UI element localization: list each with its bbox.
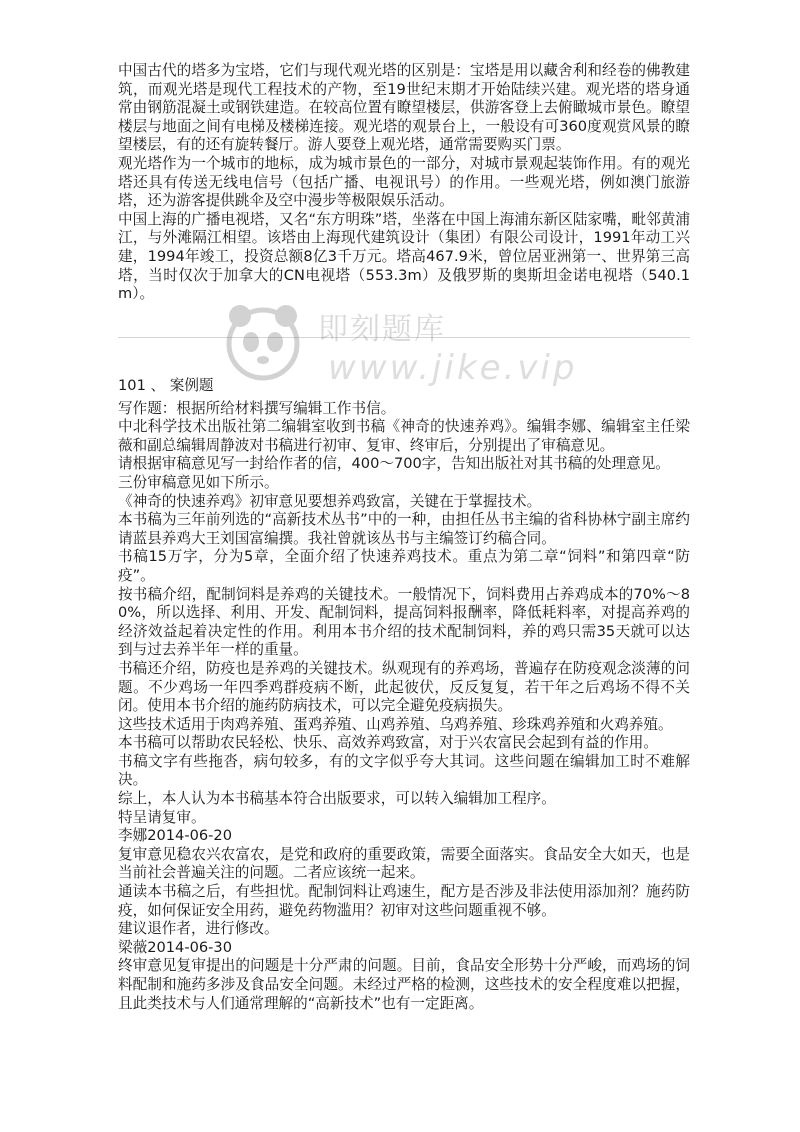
question-heading: 101 、 案例题 xyxy=(118,377,214,394)
paragraph: 这些技术适用于肉鸡养殖、蛋鸡养殖、山鸡养殖、乌鸡养殖、珍珠鸡养殖和火鸡养殖。 xyxy=(118,715,673,733)
paragraph: 综上，本人认为本书稿基本符合出版要求，可以转入编辑加工程序。 xyxy=(118,790,556,808)
paragraph: 书稿文字有些拖沓，病句较多，有的文字似乎夸大其词。这些问题在编辑加工时不难解决。 xyxy=(118,752,690,789)
paragraph: 本书稿可以帮助农民轻松、快乐、高效养鸡致富，对于兴农富民会起到有益的作用。 xyxy=(118,734,658,752)
paragraph: 中北科学技术出版社第二编辑室收到书稿《神奇的快速养鸡》。编辑李娜、编辑室主任梁薇和副总编辑周静波对书稿进行初审、复审、终审后，分别提出了审稿意见。 xyxy=(118,418,690,454)
signature-date: 梁薇2014-06-30 xyxy=(118,938,232,956)
paragraph: 按书稿介绍，配制饲料是养鸡的关键技术。一般情况下，饲料费用占养鸡成本的70%～80%，所以选择、利用、开发、配制饲料，提高饲料报酬率，降低耗料率，对提高养鸡的经济效益起着决定性的作用。利用本书介绍的技术配制饲料，养的鸡只需35天就可以达到与过去养半年一样的重量。 xyxy=(118,585,690,659)
section-divider xyxy=(118,337,690,338)
paragraph: 终审意见复审提出的问题是十分严肃的问题。目前，食品安全形势十分严峻，而鸡场的饲料配制和施药多涉及食品安全问题。未经过严格的检测，这些技术的安全程度难以把握，且此类技术与人们通常理解的“高新技术”也有一定距离。 xyxy=(118,957,690,1012)
watermark-url: www.jike.vip xyxy=(328,348,578,388)
paragraph: 《神奇的快速养鸡》初审意见要想养鸡致富，关键在于掌握技术。 xyxy=(118,492,542,510)
paragraph: 通读本书稿之后，有些担忧。配制饲料让鸡速生，配方是否涉及非法使用添加剂？施药防疫，如何保证安全用药，避免药物滥用？初审对这些问题重视不够。 xyxy=(118,883,690,919)
document-section-1 xyxy=(118,62,690,304)
document-section-2 xyxy=(118,377,690,1013)
paragraph: 请根据审稿意见写一封给作者的信，400～700字，告知出版社对其书稿的处理意见。 xyxy=(118,455,670,473)
paragraph: 书稿还介绍，防疫也是养鸡的关键技术。纵观现有的养鸡场，普遍存在防疫观念淡薄的问题。不少鸡场一年四季鸡群疫病不断，此起彼伏，反反复复，若干年之后鸡场不得不关闭。使用本书介绍的施药防病技术，可以完全避免疫病损失。 xyxy=(118,659,690,715)
paragraph: 建议退作者，进行修改。 xyxy=(118,920,279,938)
signature-date: 李娜2014-06-20 xyxy=(118,827,232,845)
paragraph: 中国上海的广播电视塔，又名“东方明珠”塔，坐落在中国上海浦东新区陆家嘴，毗邻黄浦江，与外滩隔江相望。该塔由上海现代建筑设计（集团）有限公司设计，1991年动工兴建，1994年竣工，投资总额8亿3千万元。塔高467.9米，曾位居亚洲第一、世界第三高塔，当时仅次于加拿大的CN电视塔（553.3m）及俄罗斯的奥斯坦金诺电视塔（540.1m）。 xyxy=(118,210,690,303)
paragraph: 三份审稿意见如下所示。 xyxy=(118,473,279,491)
watermark-brand: 即刻题库 xyxy=(318,312,446,347)
paragraph: 观光塔作为一个城市的地标，成为城市景色的一部分，对城市景观起装饰作用。有的观光塔还具有传送无线电信号（包括广播、电视讯号）的作用。一些观光塔，例如澳门旅游塔，还为游客提供跳伞及空中漫步等极限娱乐活动。 xyxy=(118,154,690,210)
paragraph: 中国古代的塔多为宝塔，它们与现代观光塔的区别是：宝塔是用以藏舍利和经卷的佛教建筑，而观光塔是现代工程技术的产物，至19世纪末期才开始陆续兴建。观光塔的塔身通常由钢筋混凝土或钢铁建造。在较高位置有瞭望楼层，供游客登上去俯瞰城市景色。瞭望楼层与地面之间有电梯及楼梯连接。观光塔的观景台上，一般设有可360度观赏风景的瞭望楼层，有的还有旋转餐厅。游人要登上观光塔，通常需要购买门票。 xyxy=(118,62,690,154)
paragraph: 特呈请复审。 xyxy=(118,808,206,826)
paragraph: 复审意见稳农兴农富农，是党和政府的重要政策，需要全面落实。食品安全大如天，也是当前社会普遍关注的问题。二者应该统一起来。 xyxy=(118,845,690,882)
paragraph: 写作题：根据所给材料撰写编辑工作书信。 xyxy=(118,399,396,417)
paragraph: 书稿15万字，分为5章，全面介绍了快速养鸡技术。重点为第二章“饲料”和第四章“防疫”。 xyxy=(118,548,690,584)
panda-logo-icon xyxy=(218,298,308,388)
paragraph: 本书稿为三年前列选的“高新技术丛书”中的一种，由担任丛书主编的省科协林宁副主席约请蓝县养鸡大王刘国富编撰。我社曾就该丛书与主编签订约稿合同。 xyxy=(118,511,690,547)
